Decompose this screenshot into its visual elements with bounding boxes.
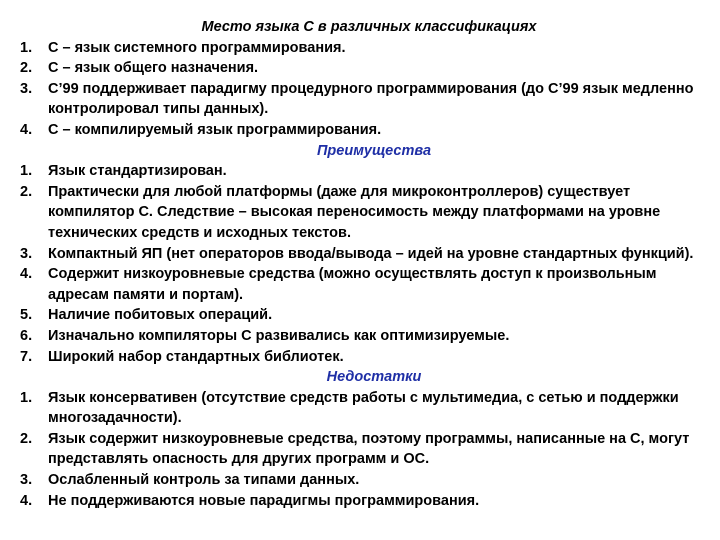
item-number: 3. <box>20 472 33 489</box>
item-number: 3. <box>20 80 33 97</box>
item-text: Ослабленный контроль за типами данных. <box>48 472 360 489</box>
list-item <box>0 120 720 141</box>
list-item <box>0 244 720 265</box>
list-item <box>0 305 720 326</box>
list-item <box>0 388 720 429</box>
item-number: 7. <box>20 348 33 365</box>
item-text: С’99 поддерживает парадигму процедурного программирования (до С’99 язык медленно контролировал типы данных). <box>48 80 694 118</box>
disadvantages-list <box>0 388 720 512</box>
list-item <box>0 347 720 368</box>
item-number: 1. <box>20 389 33 406</box>
list-item <box>0 58 720 79</box>
item-text: С – компилируемый язык программирования. <box>48 121 382 138</box>
item-text: Практически для любой платформы (даже для микроконтроллеров) существует компилятор С. Следствие – высокая переносимость между платформами на уровне технических средств и исходных текстов. <box>48 183 661 241</box>
item-number: 1. <box>20 163 33 180</box>
item-text: Наличие побитовых операций. <box>48 307 273 324</box>
item-number: 4. <box>20 266 33 283</box>
list-item <box>0 38 720 59</box>
list-item <box>0 161 720 182</box>
item-number: 4. <box>20 121 33 138</box>
item-text: Компактный ЯП (нет операторов ввода/вывода – идей на уровне стандартных функций). <box>48 245 694 262</box>
item-number: 5. <box>20 307 33 324</box>
list-item <box>0 491 720 512</box>
list-item <box>0 429 720 470</box>
list-item <box>0 470 720 491</box>
advantages-title: Преимущества <box>316 142 432 159</box>
list-item <box>0 264 720 305</box>
item-number: 6. <box>20 327 33 344</box>
list-item <box>0 182 720 244</box>
disadvantages-title: Недостатки <box>326 369 422 386</box>
item-text: Не поддерживаются новые парадигмы программирования. <box>48 492 480 509</box>
item-number: 2. <box>20 183 33 200</box>
item-number: 2. <box>20 430 33 447</box>
main-title: Место языка С в различных классификациях <box>201 19 537 35</box>
item-number: 1. <box>20 39 33 56</box>
item-number: 3. <box>20 245 33 262</box>
list-item <box>0 326 720 347</box>
item-text: Язык стандартизирован. <box>48 163 227 180</box>
item-text: Изначально компиляторы С развивались как оптимизируемые. <box>48 327 510 344</box>
list-item <box>0 79 720 120</box>
item-number: 2. <box>20 60 33 77</box>
item-text: Широкий набор стандартных библиотек. <box>48 348 344 365</box>
main-list <box>0 38 720 141</box>
item-text: Язык содержит низкоуровневые средства, поэтому программы, написанные на С, могут представлять опасность для других программ и ОС. <box>48 430 690 468</box>
item-text: Содержит низкоуровневые средства (можно осуществлять доступ к произвольным адресам памяти и портам). <box>48 266 657 303</box>
item-text: Язык консервативен (отсутствие средств работы с мультимедиа, с сетью и поддержки многозадачности). <box>48 389 679 427</box>
advantages-list <box>0 161 720 367</box>
item-text: С – язык системного программирования. <box>48 39 346 56</box>
item-text: С – язык общего назначения. <box>48 60 259 77</box>
item-number: 4. <box>20 492 33 509</box>
